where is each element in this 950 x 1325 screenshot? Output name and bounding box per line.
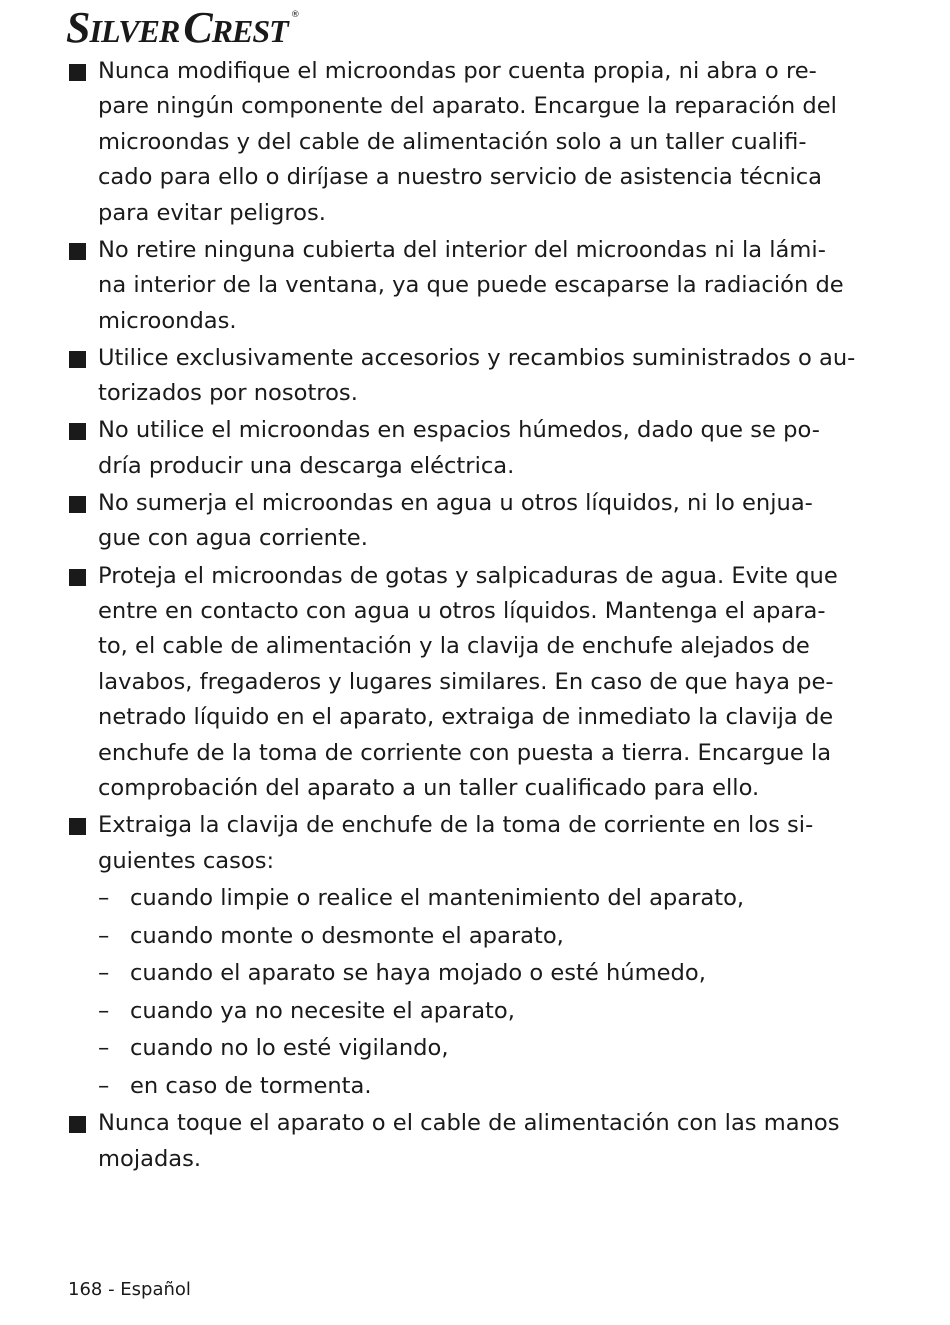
- brand-logo: [66, 2, 299, 53]
- text-line: microondas.: [98, 307, 237, 334]
- sub-item-text: cuando el aparato se haya mojado o esté húmedo,: [130, 960, 706, 987]
- text-line: Utilice exclusivamente accesorios y recambios suministrados o au-: [98, 344, 856, 371]
- dash-bullet-icon: –: [98, 884, 110, 911]
- dash-bullet-icon: –: [98, 922, 110, 949]
- square-bullet-icon: [69, 243, 86, 260]
- sub-item-text: cuando limpie o realice el mantenimiento del aparato,: [130, 884, 745, 911]
- sub-list-item: [66, 880, 866, 918]
- text-line: gue con agua corriente.: [98, 525, 368, 552]
- sub-item-text: cuando no lo esté vigilando,: [130, 1035, 449, 1062]
- text-line: entre en contacto con agua u otros líquidos. Mantenga el apara-: [98, 598, 826, 625]
- bullet-item: [66, 1106, 866, 1177]
- sub-item-text: cuando ya no necesite el aparato,: [130, 997, 515, 1024]
- text-line: No utilice el microondas en espacios húmedos, dado que se po-: [98, 417, 820, 444]
- sub-list-item: [66, 1030, 866, 1068]
- bullet-item: [66, 54, 866, 231]
- text-line: para evitar peligros.: [98, 199, 326, 226]
- sub-list: [66, 880, 866, 1106]
- bullet-text: [98, 341, 866, 412]
- text-line: Nunca toque el aparato o el cable de alimentación con las manos: [98, 1110, 840, 1137]
- bullet-text: [98, 233, 866, 339]
- sub-item-text: en caso de tormenta.: [130, 1072, 372, 1099]
- sub-list-item: [66, 1068, 866, 1106]
- text-line: lavabos, fregaderos y lugares similares. En caso de que haya pe-: [98, 668, 834, 695]
- square-bullet-icon: [69, 496, 86, 513]
- logo-text-rest: REST: [211, 13, 288, 49]
- dash-bullet-icon: –: [98, 960, 110, 987]
- registered-mark: ®: [290, 10, 299, 20]
- sub-list-item: [66, 993, 866, 1031]
- square-bullet-icon: [69, 351, 86, 368]
- safety-instructions-list: [66, 54, 866, 1179]
- text-line: Extraiga la clavija de enchufe de la toma de corriente en los si-: [98, 812, 814, 839]
- sub-item-text: cuando monte o desmonte el aparato,: [130, 922, 564, 949]
- text-line: dría producir una descarga eléctrica.: [98, 452, 515, 479]
- logo-letter-c: C: [183, 3, 212, 52]
- dash-bullet-icon: –: [98, 1072, 110, 1099]
- text-line: Nunca modifique el microondas por cuenta propia, ni abra o re-: [98, 58, 817, 84]
- bullet-text: [98, 413, 866, 484]
- text-line: microondas y del cable de alimentación solo a un taller cualifi-: [98, 128, 807, 155]
- text-line: to, el cable de alimentación y la clavija de enchufe alejados de: [98, 633, 810, 660]
- text-line: cado para ello o diríjase a nuestro servicio de asistencia técnica: [98, 164, 822, 191]
- text-line: na interior de la ventana, ya que puede escaparse la radiación de: [98, 272, 844, 299]
- text-line: pare ningún componente del aparato. Encargue la reparación del: [98, 93, 837, 120]
- square-bullet-icon: [69, 64, 86, 81]
- text-line: Proteja el microondas de gotas y salpicaduras de agua. Evite que: [98, 562, 838, 589]
- dash-bullet-icon: –: [98, 997, 110, 1024]
- square-bullet-icon: [69, 569, 86, 586]
- bullet-item: [66, 341, 866, 412]
- page-footer: 168 - Español: [68, 1279, 191, 1300]
- text-line: No retire ninguna cubierta del interior del microondas ni la lámi-: [98, 236, 826, 263]
- bullet-text: [98, 808, 866, 879]
- square-bullet-icon: [69, 1116, 86, 1133]
- text-line: torizados por nosotros.: [98, 380, 358, 407]
- bullet-text: [98, 1106, 866, 1177]
- square-bullet-icon: [69, 818, 86, 835]
- text-line: guientes casos:: [98, 847, 275, 874]
- bullet-text: [98, 559, 866, 807]
- text-line: comprobación del aparato a un taller cualificado para ello.: [98, 775, 760, 802]
- logo-letter-s: S: [66, 3, 90, 52]
- text-line: netrado líquido en el aparato, extraiga de inmediato la clavija de: [98, 704, 834, 731]
- text-line: mojadas.: [98, 1145, 202, 1172]
- logo-text-ilver: ILVER: [89, 13, 180, 49]
- bullet-text: [98, 54, 866, 231]
- sub-list-item: [66, 955, 866, 993]
- text-line: enchufe de la toma de corriente con puesta a tierra. Encargue la: [98, 739, 832, 766]
- bullet-item: [66, 486, 866, 557]
- bullet-item: [66, 559, 866, 807]
- bullet-item: [66, 413, 866, 484]
- sub-list-item: [66, 918, 866, 956]
- dash-bullet-icon: –: [98, 1035, 110, 1062]
- square-bullet-icon: [69, 423, 86, 440]
- bullet-item: [66, 808, 866, 879]
- text-line: No sumerja el microondas en agua u otros líquidos, ni lo enjua-: [98, 490, 813, 517]
- bullet-item: [66, 233, 866, 339]
- bullet-text: [98, 486, 866, 557]
